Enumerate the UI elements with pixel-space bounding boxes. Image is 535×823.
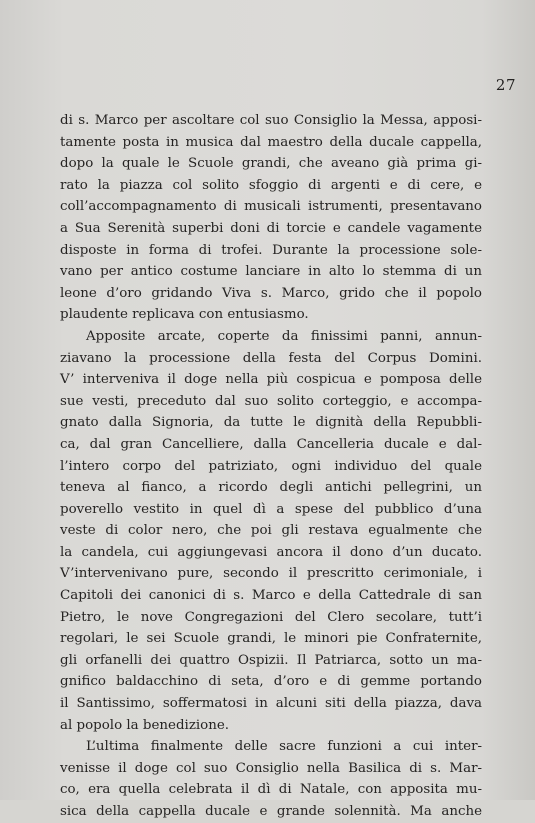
page-number: 27 [495, 76, 516, 94]
text-line: dopo la quale le Scuole grandi, che aveano già prima gi- [60, 156, 482, 172]
body-text [60, 110, 482, 823]
text-line: a Sua Serenità superbi doni di torcie e candele vagamente [60, 220, 482, 236]
text-line: V’ interveniva il doge nella più cospicua e pomposa delle [60, 372, 482, 388]
text-line: gnato dalla Signoria, da tutte le dignità della Repubbli- [60, 415, 482, 431]
text-line: sica della cappella ducale e grande solennità. Ma anche [60, 804, 482, 819]
text-line: gnifico baldacchino di seta, d’oro e di gemme portando [60, 674, 482, 690]
text-line: V’intervenivano pure, secondo il prescritto cerimoniale, i [60, 566, 482, 582]
text-line: l’intero corpo del patriziato, ogni individuo del quale [60, 458, 482, 474]
text-line: coll’accompagnamento di musicali istrumenti, presentavano [60, 199, 482, 215]
text-line: Apposite arcate, coperte da finissimi panni, annun- [86, 328, 482, 344]
text-line: L’ultima finalmente delle sacre funzioni a cui inter- [86, 739, 482, 755]
text-line: vano per antico costume lanciare in alto lo stemma di un [60, 264, 482, 280]
text-line: di s. Marco per ascoltare col suo Consiglio la Messa, apposi- [60, 113, 482, 128]
text-line: gli orfanelli dei quattro Ospizii. Il Patriarca, sotto un ma- [60, 652, 482, 668]
text-line: veste di color nero, che poi gli restava egualmente che [60, 523, 482, 539]
text-line: rato la piazza col solito sfoggio di argenti e di cere, e [60, 177, 482, 193]
text-line: ca, dal gran Cancelliere, dalla Cancelleria ducale e dal- [60, 436, 482, 452]
text-line: la candela, cui aggiungevasi ancora il dono d’un ducato. [60, 544, 482, 560]
text-line: Pietro, le nove Congregazioni del Clero secolare, tutt’i [60, 609, 482, 625]
text-line: Capitoli dei canonici di s. Marco e della Cattedrale di san [60, 588, 482, 604]
text-line: plaudente replicava con entusiasmo. [60, 307, 309, 323]
text-line: sue vesti, preceduto dal suo solito corteggio, e accompa- [60, 393, 482, 409]
text-line: al popolo la benedizione. [60, 717, 230, 733]
text-line: tamente posta in musica dal maestro della ducale cappella, [60, 134, 482, 150]
text-line: regolari, le sei Scuole grandi, le minori pie Confraternite, [60, 631, 482, 647]
text-line: poverello vestito in quel dì a spese del pubblico d’una [60, 501, 482, 517]
text-line: disposte in forma di trofei. Durante la processione sole- [60, 242, 482, 258]
text-line: teneva al fianco, a ricordo degli antichi pellegrini, un [60, 480, 482, 496]
text-line: ziavano la processione della festa del Corpus Domini. [60, 350, 482, 366]
text-line: co, era quella celebrata il dì di Natale, con apposita mu- [60, 782, 482, 798]
text-line: il Santissimo, soffermatosi in alcuni siti della piazza, dava [60, 696, 482, 712]
text-line: venisse il doge col suo Consiglio nella Basilica di s. Mar- [60, 760, 482, 776]
text-line: leone d’oro gridando Viva s. Marco, grido che il popolo [60, 285, 482, 301]
